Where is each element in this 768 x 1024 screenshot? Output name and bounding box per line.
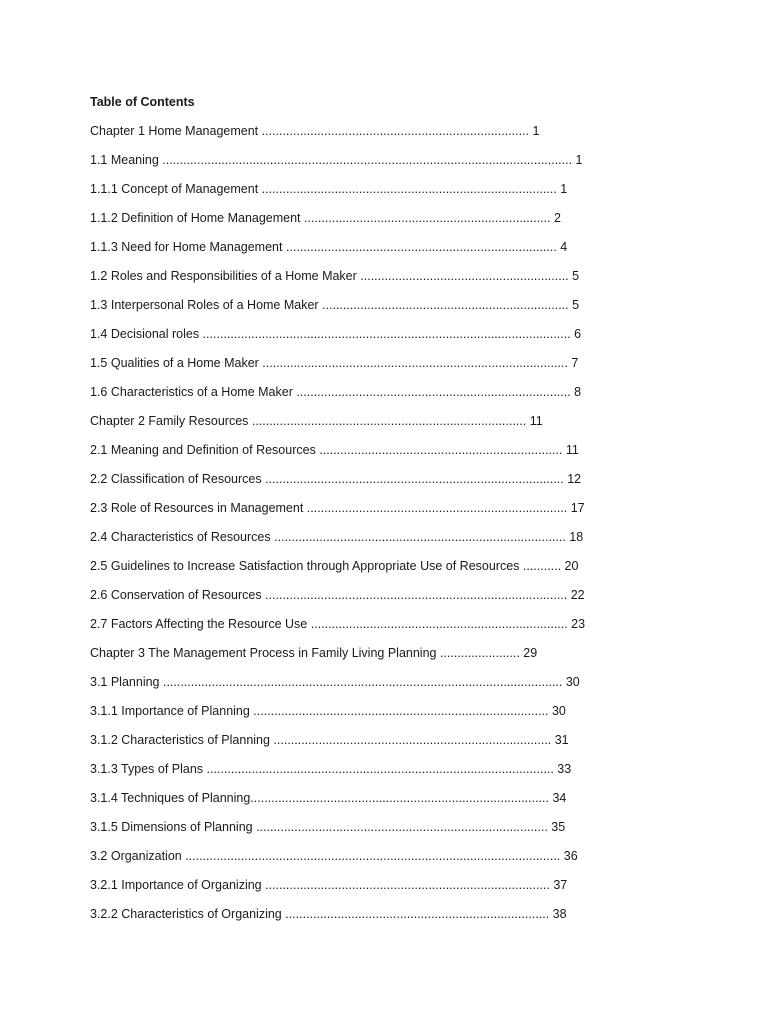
toc-entry-text: Chapter 3 The Management Process in Family Living Planning ....................... 29 <box>90 646 538 660</box>
toc-entry <box>90 268 585 297</box>
toc-entry-text: 1.1 Meaning ...................................................................................................................... 1 <box>90 153 583 167</box>
toc-entry <box>90 442 585 471</box>
toc-entry-text: 3.1.1 Importance of Planning ..................................................................................... 30 <box>90 704 566 718</box>
toc-entry <box>90 326 585 355</box>
toc-entry-text: 1.1.2 Definition of Home Management ....................................................................... 2 <box>90 211 562 225</box>
toc-entry <box>90 906 585 935</box>
toc-heading: Table of Contents <box>90 95 195 109</box>
toc-entry <box>90 239 585 268</box>
toc-entry-text: 2.1 Meaning and Definition of Resources ...................................................................... 11 <box>90 443 579 457</box>
toc-entry <box>90 587 585 616</box>
toc-entry-text: 1.4 Decisional roles .......................................................................................................... 6 <box>90 327 582 341</box>
toc-entry <box>90 413 585 442</box>
toc-entry <box>90 790 585 819</box>
toc-entry <box>90 645 585 674</box>
toc-entry <box>90 471 585 500</box>
toc-entry <box>90 152 585 181</box>
toc-entry-text: 3.1.3 Types of Plans .................................................................................................... 33 <box>90 762 572 776</box>
toc-entry-text: 3.1 Planning ................................................................................................................... 30 <box>90 675 580 689</box>
toc-entry <box>90 123 585 152</box>
toc-entry-text: 3.2.2 Characteristics of Organizing ............................................................................ 38 <box>90 907 567 921</box>
toc-entry-text: Chapter 2 Family Resources ............................................................................... 11 <box>90 414 543 428</box>
toc-entry-text: 1.1.3 Need for Home Management .............................................................................. 4 <box>90 240 568 254</box>
toc-entry <box>90 500 585 529</box>
toc-entry-text: 1.2 Roles and Responsibilities of a Home Maker ............................................................ 5 <box>90 269 580 283</box>
toc-entry <box>90 848 585 877</box>
toc-entry-text: 2.6 Conservation of Resources ....................................................................................... 22 <box>90 588 585 602</box>
toc-entry-text: 2.7 Factors Affecting the Resource Use .......................................................................... 23 <box>90 617 586 631</box>
toc-list <box>90 123 585 935</box>
toc-entry <box>90 616 585 645</box>
toc-entry <box>90 297 585 326</box>
toc-entry-text: 2.3 Role of Resources in Management ........................................................................... 17 <box>90 501 585 515</box>
toc-entry-text: 1.1.1 Concept of Management ..................................................................................... 1 <box>90 182 568 196</box>
toc-entry-text: 1.6 Characteristics of a Home Maker ............................................................................... 8 <box>90 385 582 399</box>
toc-entry-text: 2.5 Guidelines to Increase Satisfaction through Appropriate Use of Resources ........... 20 <box>90 559 579 573</box>
toc-entry <box>90 761 585 790</box>
toc-entry <box>90 732 585 761</box>
toc-entry <box>90 703 585 732</box>
toc-entry <box>90 529 585 558</box>
toc-entry-text: Chapter 1 Home Management ............................................................................. 1 <box>90 124 540 138</box>
toc-entry <box>90 384 585 413</box>
toc-entry <box>90 210 585 239</box>
toc-entry-text: 3.1.4 Techniques of Planning...................................................................................... 34 <box>90 791 567 805</box>
toc-entry <box>90 558 585 587</box>
toc-entry-text: 3.1.2 Characteristics of Planning ................................................................................ 31 <box>90 733 569 747</box>
toc-entry <box>90 181 585 210</box>
toc-entry-text: 3.1.5 Dimensions of Planning .................................................................................... 35 <box>90 820 566 834</box>
toc-entry-text: 3.2.1 Importance of Organizing .................................................................................. 37 <box>90 878 568 892</box>
toc-entry-text: 3.2 Organization ............................................................................................................ 36 <box>90 849 578 863</box>
toc-entry <box>90 674 585 703</box>
toc-entry <box>90 355 585 384</box>
toc-entry <box>90 819 585 848</box>
toc-entry <box>90 877 585 906</box>
toc-entry-text: 2.2 Classification of Resources ...................................................................................... 12 <box>90 472 582 486</box>
toc-entry-text: 2.4 Characteristics of Resources .................................................................................... 18 <box>90 530 584 544</box>
document-page <box>90 94 610 921</box>
toc-entry-text: 1.3 Interpersonal Roles of a Home Maker ....................................................................... 5 <box>90 298 580 312</box>
toc-entry-text: 1.5 Qualities of a Home Maker ........................................................................................ 7 <box>90 356 579 370</box>
